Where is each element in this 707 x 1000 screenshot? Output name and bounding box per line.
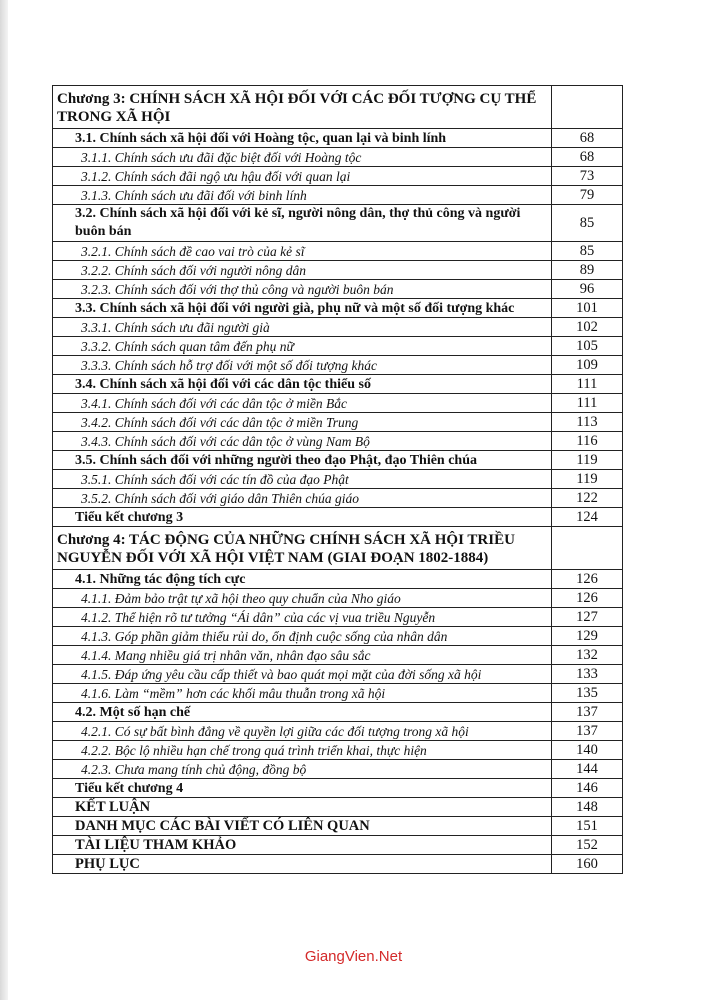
toc-entry-page: 113 [552,413,623,432]
toc-row [53,836,623,855]
toc-row [53,280,623,299]
toc-entry-title: 3.2.3. Chính sách đối với thợ thủ công và người buôn bán [53,280,552,299]
toc-entry-title: KẾT LUẬN [53,798,552,817]
toc-row [53,489,623,508]
toc-row [53,570,623,589]
toc-entry-page: 119 [552,451,623,470]
toc-entry-page: 124 [552,508,623,527]
toc-row [53,627,623,646]
toc-entry-page: 132 [552,646,623,665]
toc-entry-page: 146 [552,779,623,798]
toc-row [53,413,623,432]
toc-entry-page: 109 [552,356,623,375]
toc-entry-page: 105 [552,337,623,356]
toc-entry-page: 126 [552,589,623,608]
toc-entry-page: 137 [552,703,623,722]
toc-entry-title: 3.1.1. Chính sách ưu đãi đặc biệt đối với Hoàng tộc [53,148,552,167]
toc-entry-title: 3.3.2. Chính sách quan tâm đến phụ nữ [53,337,552,356]
toc-entry-page: 126 [552,570,623,589]
toc-entry-title: 4.1.1. Đảm bảo trật tự xã hội theo quy chuẩn của Nho giáo [53,589,552,608]
toc-entry-page: 101 [552,299,623,318]
toc-row [53,337,623,356]
toc-row [53,470,623,489]
toc-entry-page: 127 [552,608,623,627]
toc-entry-page: 96 [552,280,623,299]
toc-row [53,86,623,129]
table-of-contents [52,85,623,874]
toc-entry-page: 137 [552,722,623,741]
toc-entry-page: 79 [552,186,623,205]
toc-entry-title: 3.1. Chính sách xã hội đối với Hoàng tộc, quan lại và binh lính [53,129,552,148]
toc-entry-title: 4.1.4. Mang nhiều giá trị nhân văn, nhân đạo sâu sắc [53,646,552,665]
scan-page-edge [0,0,8,1000]
toc-row [53,432,623,451]
toc-entry-page: 152 [552,836,623,855]
toc-entry-page: 116 [552,432,623,451]
toc-entry-page: 160 [552,855,623,874]
toc-entry-title: 4.2.3. Chưa mang tính chủ động, đồng bộ [53,760,552,779]
toc-entry-page: 111 [552,394,623,413]
toc-row [53,148,623,167]
toc-row [53,608,623,627]
toc-row [53,451,623,470]
toc-row [53,798,623,817]
toc-entry-title: 4.1.2. Thể hiện rõ tư tưởng “Ái dân” của các vị vua triều Nguyễn [53,608,552,627]
toc-entry-title: 3.5.2. Chính sách đối với giáo dân Thiên chúa giáo [53,489,552,508]
toc-row [53,186,623,205]
toc-row [53,375,623,394]
toc-row [53,665,623,684]
toc-row [53,684,623,703]
toc-row [53,855,623,874]
toc-row [53,646,623,665]
toc-entry-title: 3.2. Chính sách xã hội đối với kẻ sĩ, người nông dân, thợ thủ công và người buôn bán [53,205,552,242]
toc-entry-title: 3.3.3. Chính sách hỗ trợ đối với một số đối tượng khác [53,356,552,375]
toc-entry-title: 3.3. Chính sách xã hội đối với người già, phụ nữ và một số đối tượng khác [53,299,552,318]
toc-entry-title: 4.2.1. Có sự bất bình đẳng về quyền lợi giữa các đối tượng trong xã hội [53,722,552,741]
toc-row [53,589,623,608]
toc-entry-title: 3.2.1. Chính sách đề cao vai trò của kẻ sĩ [53,242,552,261]
toc-entry-title: 3.2.2. Chính sách đối với người nông dân [53,261,552,280]
toc-entry-page [552,86,623,129]
toc-row [53,299,623,318]
toc-entry-page: 119 [552,470,623,489]
toc-row [53,167,623,186]
toc-entry-title: 4.1.5. Đáp ứng yêu cầu cấp thiết và bao quát mọi mặt của đời sống xã hội [53,665,552,684]
toc-entry-page: 151 [552,817,623,836]
toc-row [53,394,623,413]
toc-entry-page: 73 [552,167,623,186]
toc-entry-page: 140 [552,741,623,760]
toc-row [53,205,623,242]
toc-entry-title: DANH MỤC CÁC BÀI VIẾT CÓ LIÊN QUAN [53,817,552,836]
toc-entry-page: 122 [552,489,623,508]
toc-entry-title: 3.4.2. Chính sách đối với các dân tộc ở miền Trung [53,413,552,432]
toc-body [53,86,623,874]
toc-entry-page: 129 [552,627,623,646]
toc-entry-title: Chương 3: CHÍNH SÁCH XÃ HỘI ĐỐI VỚI CÁC ĐỐI TƯỢNG CỤ THỂ TRONG XÃ HỘI [53,86,552,129]
toc-row [53,741,623,760]
toc-row [53,318,623,337]
toc-entry-page: 133 [552,665,623,684]
toc-entry-title: 3.1.3. Chính sách ưu đãi đối với binh lính [53,186,552,205]
watermark-footer: GiangVien.Net [304,948,403,965]
toc-entry-page: 85 [552,205,623,242]
toc-row [53,242,623,261]
toc-entry-page: 148 [552,798,623,817]
toc-entry-page: 111 [552,375,623,394]
toc-row [53,779,623,798]
toc-row [53,817,623,836]
toc-entry-page: 102 [552,318,623,337]
toc-row [53,508,623,527]
toc-entry-title: 4.1.6. Làm “mềm” hơn các khối mâu thuẫn trong xã hội [53,684,552,703]
toc-entry-title: Tiểu kết chương 4 [53,779,552,798]
toc-entry-title: TÀI LIỆU THAM KHẢO [53,836,552,855]
toc-row [53,261,623,280]
toc-row [53,527,623,570]
toc-entry-page [552,527,623,570]
toc-entry-page: 68 [552,148,623,167]
toc-row [53,760,623,779]
toc-entry-title: Tiểu kết chương 3 [53,508,552,527]
toc-entry-page: 85 [552,242,623,261]
toc-row [53,129,623,148]
toc-entry-title: 3.3.1. Chính sách ưu đãi người già [53,318,552,337]
toc-entry-page: 135 [552,684,623,703]
toc-entry-title: PHỤ LỤC [53,855,552,874]
toc-entry-title: Chương 4: TÁC ĐỘNG CỦA NHỮNG CHÍNH SÁCH XÃ HỘI TRIỀU NGUYỄN ĐỐI VỚI XÃ HỘI VIỆT NAM (GIAI ĐOẠN 1802-1884) [53,527,552,570]
toc-entry-title: 3.5.1. Chính sách đối với các tín đồ của đạo Phật [53,470,552,489]
toc-entry-title: 3.5. Chính sách đối với những người theo đạo Phật, đạo Thiên chúa [53,451,552,470]
toc-entry-page: 89 [552,261,623,280]
toc-row [53,703,623,722]
toc-entry-title: 4.2.2. Bộc lộ nhiều hạn chế trong quá trình triển khai, thực hiện [53,741,552,760]
toc-row [53,722,623,741]
toc-entry-title: 3.1.2. Chính sách đãi ngộ ưu hậu đối với quan lại [53,167,552,186]
toc-entry-page: 68 [552,129,623,148]
toc-entry-title: 3.4. Chính sách xã hội đối với các dân tộc thiểu số [53,375,552,394]
toc-entry-title: 4.2. Một số hạn chế [53,703,552,722]
toc-entry-title: 3.4.1. Chính sách đối với các dân tộc ở miền Bắc [53,394,552,413]
toc-entry-title: 4.1.3. Góp phần giảm thiểu rủi do, ổn định cuộc sống của nhân dân [53,627,552,646]
toc-row [53,356,623,375]
toc-entry-title: 3.4.3. Chính sách đối với các dân tộc ở vùng Nam Bộ [53,432,552,451]
toc-entry-page: 144 [552,760,623,779]
toc-entry-title: 4.1. Những tác động tích cực [53,570,552,589]
